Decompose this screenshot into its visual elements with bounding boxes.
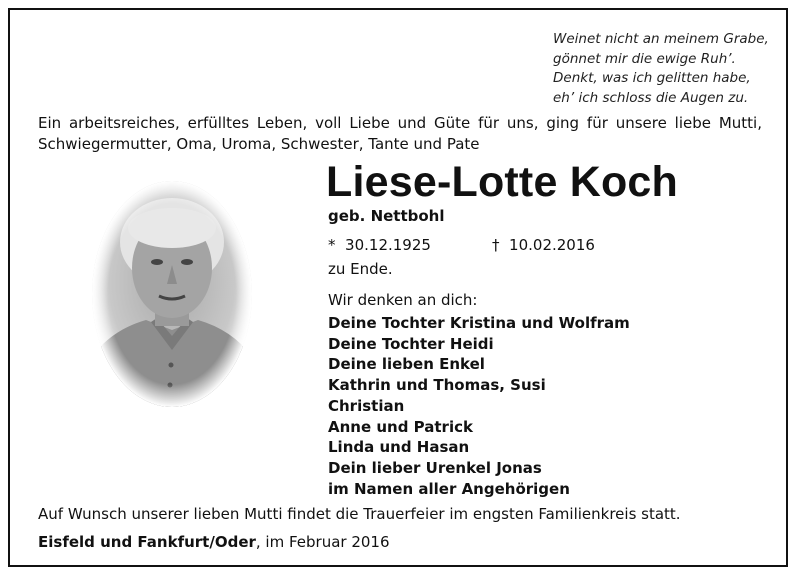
mourner-line: Linda und Hasan bbox=[328, 438, 470, 457]
maiden-name: geb. Nettbohl bbox=[328, 207, 445, 225]
mourner-line: Dein lieber Urenkel Jonas bbox=[328, 458, 542, 477]
birth-symbol: * bbox=[328, 236, 336, 254]
death-date: 10.02.2016 bbox=[509, 236, 595, 254]
ended-text: zu Ende. bbox=[328, 260, 393, 278]
poem-line: Denkt, was ich gelitten habe, bbox=[553, 70, 751, 86]
place-date-line bbox=[38, 533, 390, 551]
deceased-name: Liese-Lotte Koch bbox=[326, 158, 679, 206]
poem-verse bbox=[553, 30, 778, 108]
mourners-list bbox=[328, 313, 630, 499]
mourner-line: im Namen aller Angehörigen bbox=[328, 479, 570, 498]
poem-line: gönnet mir die ewige Ruh’. bbox=[553, 50, 736, 67]
place-date: , im Februar 2016 bbox=[255, 533, 390, 551]
portrait-photo bbox=[91, 180, 253, 408]
family-heading: Wir denken an dich: bbox=[328, 291, 478, 309]
birth-date: 30.12.1925 bbox=[345, 236, 431, 254]
death-date-group bbox=[492, 236, 595, 254]
place-location: Eisfeld und Fankfurt/Oder bbox=[38, 533, 256, 551]
mourner-line: Deine lieben Enkel bbox=[328, 355, 485, 374]
mourner-line: Deine Tochter Kristina und Wolfram bbox=[328, 314, 630, 332]
funeral-notice: Auf Wunsch unserer lieben Mutti findet die Trauerfeier im engsten Familienkreis statt. bbox=[38, 505, 681, 523]
cross-symbol: † bbox=[492, 236, 500, 254]
poem-line: Weinet nicht an meinem Grabe, bbox=[553, 31, 769, 47]
mourner-line: Anne und Patrick bbox=[328, 417, 473, 436]
mourner-line: Christian bbox=[328, 396, 405, 415]
poem-line: eh’ ich schloss die Augen zu. bbox=[553, 89, 749, 106]
life-dates bbox=[328, 236, 628, 258]
birth-date-group bbox=[328, 236, 431, 254]
mourner-line: Deine Tochter Heidi bbox=[328, 334, 494, 353]
mourner-line: Kathrin und Thomas, Susi bbox=[328, 376, 546, 395]
intro-text: Ein arbeitsreiches, erfülltes Leben, voll Liebe und Güte für uns, ging für unsere liebe Mutti, Schwiegermutter, Oma, Uroma, Schwester, Tante und Pate bbox=[38, 114, 762, 153]
